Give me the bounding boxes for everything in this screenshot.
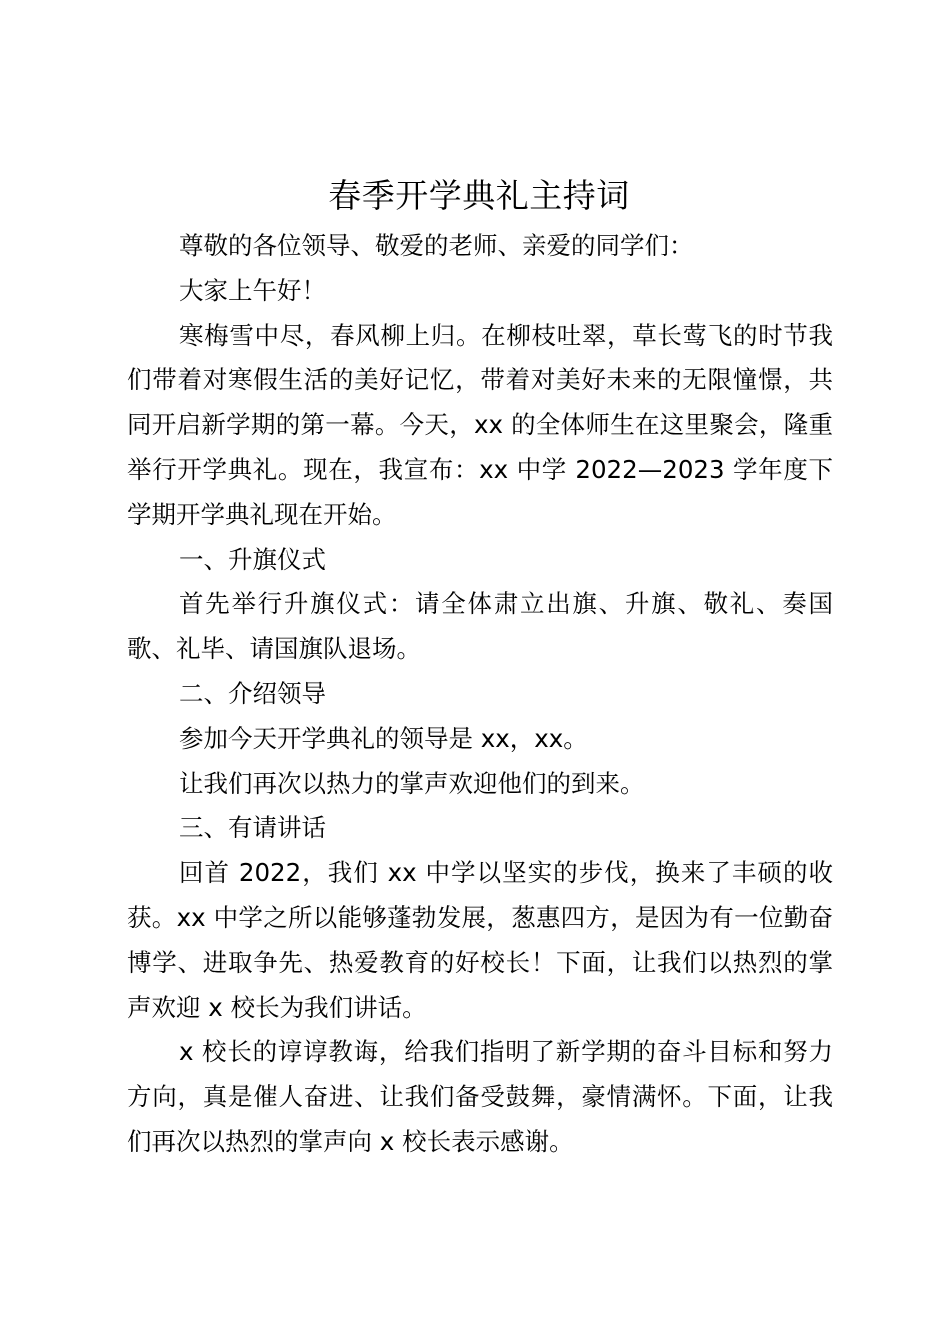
section-heading-speech: 三、有请讲话 xyxy=(179,813,326,843)
flag-ceremony-paragraph: 首先举行升旗仪式：请全体肃立出旗、升旗、敬礼、奏国歌、礼毕、请国旗队退场。 xyxy=(127,589,833,664)
welcome-paragraph: 让我们再次以热力的掌声欢迎他们的到来。 xyxy=(179,768,645,798)
speech-thanks-paragraph: x 校长的谆谆教诲，给我们指明了新学期的奋斗目标和努力方向，真是催人奋进、让我们备受鼓舞，豪情满怀。下面，让我们再次以热烈的掌声向 x 校长表示感谢。 xyxy=(127,1037,833,1156)
section-heading-introduce-leaders: 二、介绍领导 xyxy=(179,678,326,708)
speech-intro-paragraph: 回首 2022，我们 xx 中学以坚实的步伐，换来了丰硕的收获。xx 中学之所以能够蓬勃发展，葱惠四方，是因为有一位勤奋博学、进取争先、热爱教育的好校长！下面，让我们以热烈的掌声欢迎 x 校长为我们讲话。 xyxy=(127,858,833,1022)
section-heading-flag-ceremony: 一、升旗仪式 xyxy=(179,544,326,574)
salutation: 尊敬的各位领导、敬爱的老师、亲爱的同学们： xyxy=(179,231,694,260)
leaders-paragraph: 参加今天开学典礼的领导是 xx，xx。 xyxy=(179,723,588,753)
opening-paragraph: 寒梅雪中尽，春风柳上归。在柳枝吐翠，草长莺飞的时节我们带着对寒假生活的美好记忆，带着对美好未来的无限憧憬，共同开启新学期的第一幕。今天，xx 的全体师生在这里聚会，隆重举行开学典礼。现在，我宣布：xx 中学 2022—2023 学年度下学期开学典礼现在开始。 xyxy=(127,320,833,529)
document-title: 春季开学典礼主持词 xyxy=(328,176,630,215)
greeting: 大家上午好！ xyxy=(179,275,326,305)
document-body xyxy=(127,224,833,1165)
